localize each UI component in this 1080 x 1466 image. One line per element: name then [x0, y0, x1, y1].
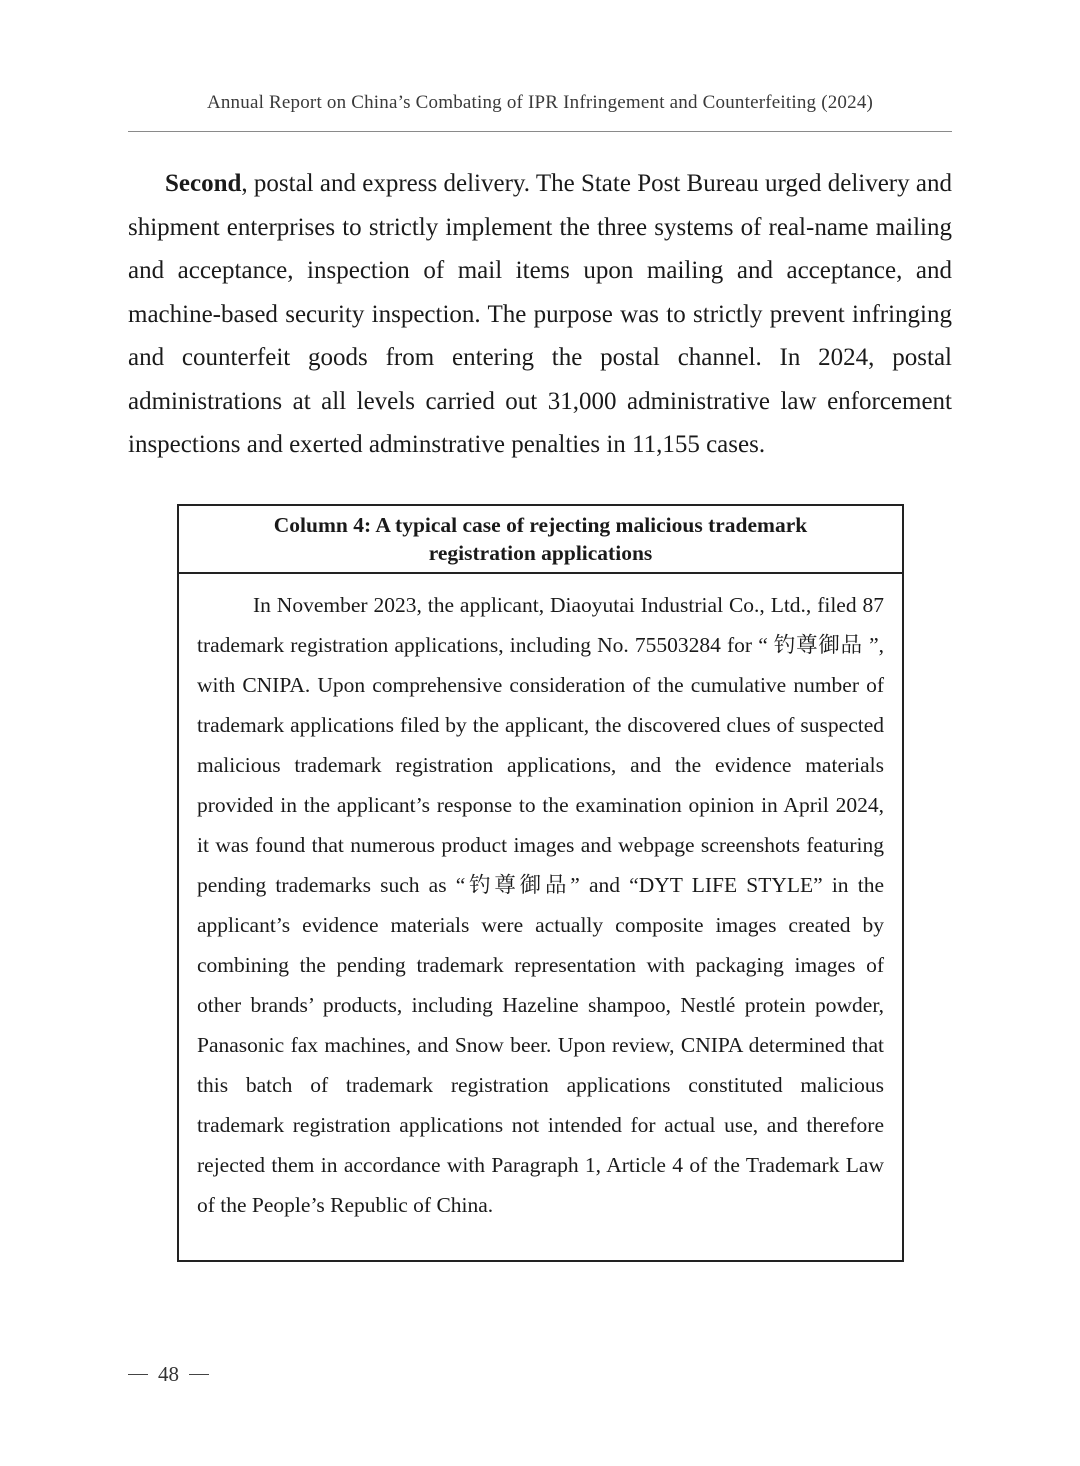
header-divider: [128, 131, 952, 132]
paragraph-text: , postal and express delivery. The State Post Bureau urged delivery and shipment enterprises to strictly implement the three systems of real-name mailing and acceptance, inspection of mail items upon mailing and acceptance, and machine-based security inspection. The purpose was to strictly prevent infringing and counterfeit goods from entering the postal channel. In 2024, postal administrations at all levels carried out 31,000 administrative law enforcement inspections and exerted adminstrative penalties in 11,155 cases.: [128, 170, 952, 458]
column-box: [177, 504, 904, 1262]
page-number: [128, 1362, 209, 1387]
running-header: Annual Report on China’s Combating of IPR Infringement and Counterfeiting (2024): [206, 92, 874, 113]
column-title: Column 4: A typical case of rejecting malicious trademark registration applications: [179, 506, 902, 574]
page-number-dash-left: [128, 1374, 148, 1375]
page-number-dash-right: [189, 1374, 209, 1375]
paragraph-lead-word: Second: [165, 170, 242, 197]
column-body-text: In November 2023, the applicant, Diaoyutai Industrial Co., Ltd., filed 87 trademark registration applications, including No. 75503284 for “ 钓尊御品 ”, with CNIPA. Upon comprehensive consideration of the cumulative number of trademark applications filed by the applicant, the discovered clues of suspected malicious trademark registration applications, and the evidence materials provided in the applicant’s response to the examination opinion in April 2024, it was found that numerous product images and webpage screenshots featuring pending trademarks such as “钓尊御品” and “DYT LIFE STYLE” in the applicant’s evidence materials were actually composite images created by combining the pending trademark representation with packaging images of other brands’ products, including Hazeline shampoo, Nestlé protein powder, Panasonic fax machines, and Snow beer. Upon review, CNIPA determined that this batch of trademark registration applications constituted malicious trademark registration applications not intended for actual use, and therefore rejected them in accordance with Paragraph 1, Article 4 of the Trademark Law of the People’s Republic of China.: [197, 593, 884, 1217]
body-paragraph: [128, 162, 952, 467]
page-number-value: 48: [158, 1362, 179, 1386]
